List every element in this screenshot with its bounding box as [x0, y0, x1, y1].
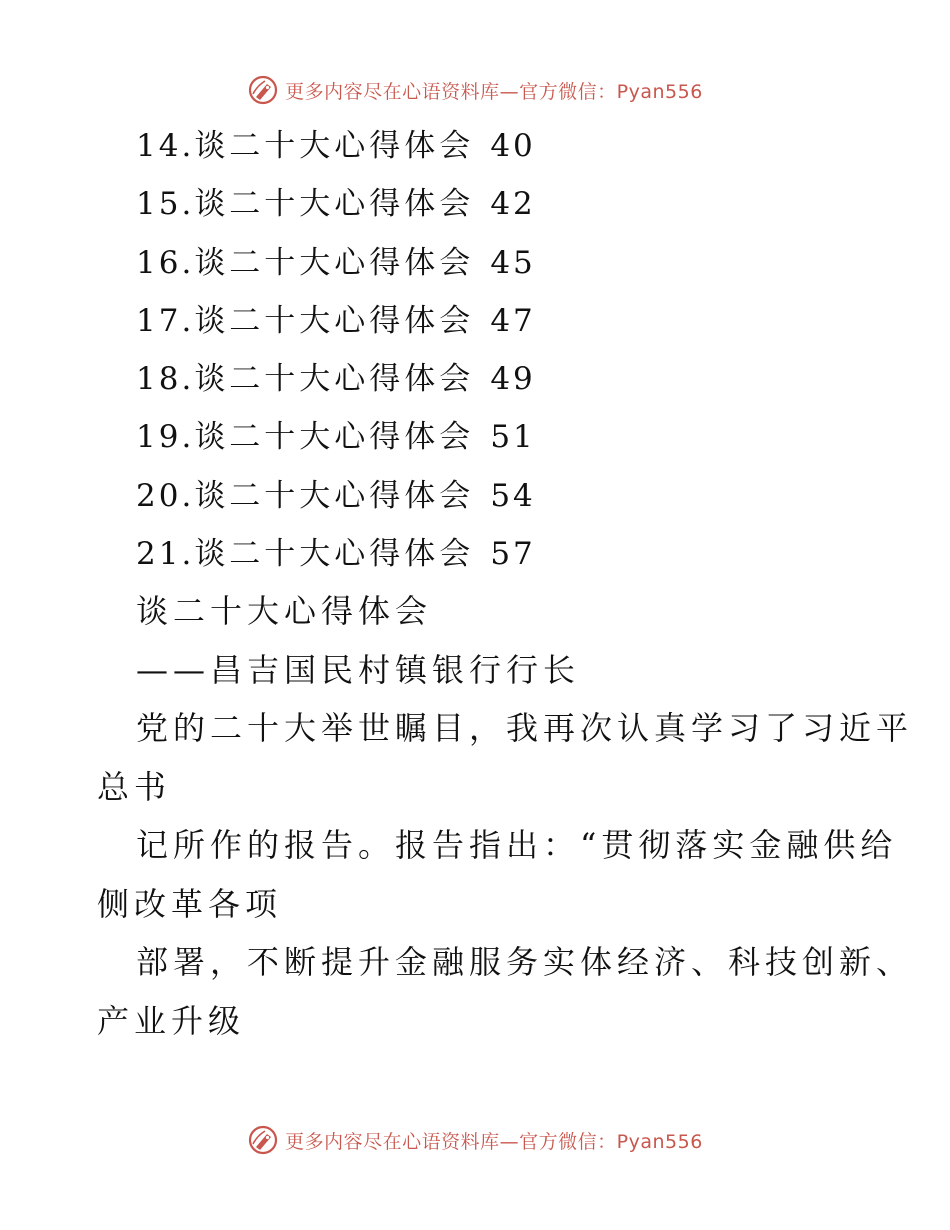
paragraph-line: 党的二十大举世瞩目，我再次认真学习了习近平	[136, 709, 914, 747]
toc-number: 14.	[136, 128, 195, 164]
toc-page: 49	[490, 361, 536, 398]
toc-number: 17.	[136, 302, 195, 339]
toc-number: 15.	[136, 186, 195, 223]
paragraph-line: 产业升级	[97, 1001, 246, 1040]
table-of-contents	[136, 122, 536, 588]
toc-number: 18.	[136, 361, 195, 398]
toc-page: 57	[490, 536, 536, 573]
toc-title: 谈二十大心得体会	[194, 477, 475, 514]
toc-title: 谈二十大心得体会	[194, 361, 475, 398]
toc-title: 谈二十大心得体会	[194, 128, 475, 164]
watermark-header	[0, 70, 950, 110]
toc-item	[136, 297, 536, 355]
article-title: 谈二十大心得体会	[136, 592, 433, 630]
toc-page: 40	[490, 128, 536, 164]
watermark-group	[247, 1124, 703, 1156]
toc-item	[136, 180, 536, 238]
watermark-footer	[0, 1120, 950, 1160]
watermark-group	[247, 74, 703, 106]
toc-item	[136, 472, 536, 530]
watermark-text: 更多内容尽在心语资料库—官方微信：Pyan556	[285, 1130, 703, 1153]
watermark-text: 更多内容尽在心语资料库—官方微信：Pyan556	[285, 80, 703, 103]
article-author: ——昌吉国民村镇银行行长	[136, 650, 581, 689]
toc-item	[136, 355, 536, 413]
pen-nib-logo-icon	[247, 1124, 279, 1156]
paragraph-line: 总书	[97, 767, 172, 806]
toc-number: 16.	[136, 244, 195, 281]
toc-number: 19.	[136, 419, 195, 456]
paragraph-line: 记所作的报告。报告指出：“贯彻落实金融供给	[136, 826, 898, 864]
toc-page: 42	[490, 186, 536, 223]
toc-number: 20.	[136, 477, 195, 514]
toc-page: 47	[490, 302, 536, 339]
toc-title: 谈二十大心得体会	[194, 536, 475, 573]
toc-page: 51	[490, 419, 536, 456]
toc-title: 谈二十大心得体会	[194, 244, 475, 281]
paragraph-line: 部署，不断提升金融服务实体经济、科技创新、	[136, 943, 914, 981]
toc-item	[136, 530, 536, 588]
toc-item	[136, 239, 536, 297]
toc-title: 谈二十大心得体会	[194, 419, 475, 456]
toc-item	[136, 122, 536, 180]
toc-number: 21.	[136, 536, 195, 573]
toc-page: 54	[490, 477, 536, 514]
pen-nib-logo-icon	[247, 74, 279, 106]
toc-title: 谈二十大心得体会	[194, 302, 475, 339]
paragraph-line: 侧改革各项	[97, 884, 283, 923]
toc-page: 45	[490, 244, 536, 281]
toc-title: 谈二十大心得体会	[194, 186, 475, 223]
toc-item	[136, 413, 536, 471]
article-body	[97, 586, 914, 1054]
